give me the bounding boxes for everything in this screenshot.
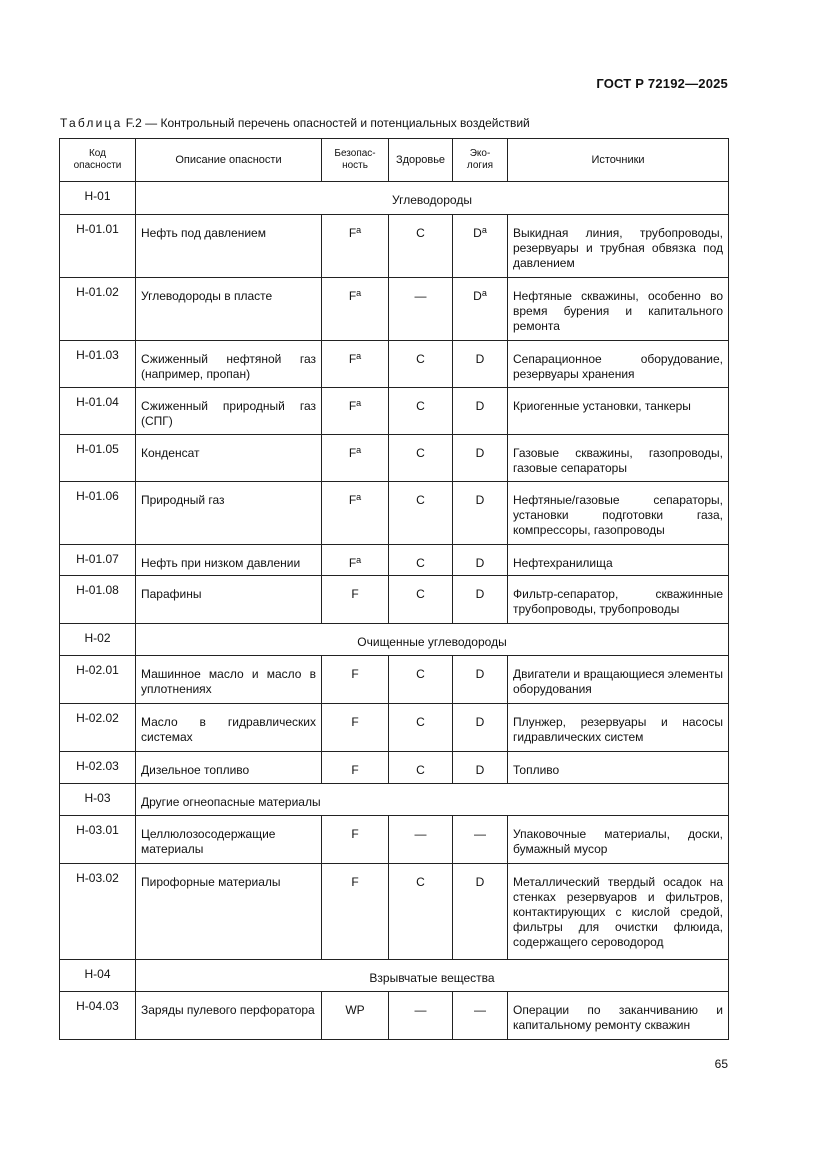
col-header-safety: Безопас- ность: [322, 139, 389, 182]
hazard-code: H-02.02: [60, 704, 136, 752]
safety-mark: [322, 752, 389, 784]
ecology-mark: [453, 752, 508, 784]
health-mark: C: [389, 482, 453, 545]
safety-value: F: [348, 493, 357, 507]
hazard-sources: Выкидная линия, трубопроводы, резервуары и трубная обвязка под давлением: [508, 215, 729, 278]
hazard-description: Углеводороды в пласте: [136, 278, 322, 341]
table-caption: [60, 116, 530, 130]
ecology-mark: [453, 482, 508, 545]
ecology-value: D: [475, 352, 485, 366]
ecology-mark: [453, 816, 508, 864]
table-row: [60, 435, 729, 482]
ecology-value: D: [475, 493, 485, 507]
ecology-mark: [453, 992, 508, 1040]
group-title: Взрывчатые вещества: [136, 960, 729, 992]
hazard-sources: Фильтр-сепаратор, скважинные трубопроводы, трубопроводы: [508, 576, 729, 624]
hazard-description: Целлюлозосодержащие материалы: [136, 816, 322, 864]
group-title: Углеводороды: [136, 182, 729, 215]
hazard-description: Заряды пулевого перфоратора: [136, 992, 322, 1040]
hazard-code: H-03: [60, 784, 136, 816]
hazard-code: H-01.01: [60, 215, 136, 278]
hazard-sources: Криогенные установки, танкеры: [508, 388, 729, 435]
ecology-footnote: a: [481, 225, 487, 235]
hazard-description: Природный газ: [136, 482, 322, 545]
hazard-sources: Нефтяные скважины, особенно во время бурения и капитального ремонта: [508, 278, 729, 341]
safety-footnote: a: [356, 492, 362, 502]
ecology-mark: [453, 864, 508, 960]
hazard-code: H-01.08: [60, 576, 136, 624]
ecology-value: D: [475, 399, 485, 413]
hazard-description: Масло в гидравлических системах: [136, 704, 322, 752]
group-title: Другие огнеопасные материалы: [136, 784, 729, 816]
safety-footnote: a: [356, 351, 362, 361]
ecology-mark: [453, 656, 508, 704]
group-row: [60, 960, 729, 992]
safety-value: F: [351, 667, 359, 681]
health-mark: C: [389, 435, 453, 482]
safety-value: F: [348, 556, 357, 570]
safety-mark: [322, 435, 389, 482]
col-header-code: Код опасности: [60, 139, 136, 182]
hazard-code: H-03.01: [60, 816, 136, 864]
table-row: [60, 215, 729, 278]
ecology-value: D: [475, 875, 485, 889]
caption-text: F.2 — Контрольный перечень опасностей и потенциальных воздействий: [122, 116, 530, 130]
hazard-sources: Операции по заканчиванию и капитальному ремонту скважин: [508, 992, 729, 1040]
safety-mark: [322, 278, 389, 341]
hazard-sources: Плунжер, резервуары и насосы гидравлических систем: [508, 704, 729, 752]
safety-value: F: [348, 226, 357, 240]
safety-mark: [322, 482, 389, 545]
ecology-value: D: [475, 587, 485, 601]
health-mark: C: [389, 388, 453, 435]
ecology-value: D: [475, 715, 485, 729]
safety-value: F: [348, 399, 357, 413]
health-mark: —: [389, 992, 453, 1040]
hazard-sources: Двигатели и вращающиеся элементы оборудования: [508, 656, 729, 704]
hazard-code: H-01.04: [60, 388, 136, 435]
table-row: [60, 992, 729, 1040]
hazard-sources: Нефтехранилища: [508, 545, 729, 576]
hazard-description: Сжиженный природный газ (СПГ): [136, 388, 322, 435]
safety-mark: [322, 656, 389, 704]
ecology-value: D: [475, 556, 485, 570]
safety-value: F: [351, 715, 359, 729]
hazard-code: H-04: [60, 960, 136, 992]
hazard-code: H-01.02: [60, 278, 136, 341]
table-row: [60, 545, 729, 576]
ecology-value: D: [473, 289, 482, 303]
safety-value: F: [348, 289, 357, 303]
table-row: [60, 341, 729, 388]
health-mark: C: [389, 341, 453, 388]
safety-mark: [322, 388, 389, 435]
health-mark: C: [389, 215, 453, 278]
ecology-value: D: [473, 226, 482, 240]
safety-mark: [322, 341, 389, 388]
page-number: 65: [714, 1057, 728, 1071]
hazard-description: Машинное масло и масло в уплотнениях: [136, 656, 322, 704]
safety-mark: [322, 545, 389, 576]
ecology-mark: [453, 388, 508, 435]
hazard-code: H-01.03: [60, 341, 136, 388]
safety-mark: [322, 576, 389, 624]
group-row: [60, 624, 729, 656]
table-row: [60, 704, 729, 752]
col-header-health: Здоровье: [389, 139, 453, 182]
health-mark: C: [389, 704, 453, 752]
table-header-row: [60, 139, 729, 182]
ecology-mark: [453, 704, 508, 752]
safety-value: F: [351, 587, 359, 601]
safety-footnote: a: [356, 555, 362, 565]
col-header-description: Описание опасности: [136, 139, 322, 182]
hazard-code: H-02.03: [60, 752, 136, 784]
table-row: [60, 864, 729, 960]
hazard-table: [59, 138, 729, 1040]
ecology-mark: [453, 278, 508, 341]
hazard-sources: Газовые скважины, газопроводы, газовые сепараторы: [508, 435, 729, 482]
group-row: [60, 784, 729, 816]
table-row: [60, 576, 729, 624]
ecology-mark: [453, 576, 508, 624]
col-header-sources: Источники: [508, 139, 729, 182]
safety-footnote: a: [356, 398, 362, 408]
group-title: Очищенные углеводороды: [136, 624, 729, 656]
ecology-mark: [453, 215, 508, 278]
ecology-value: —: [474, 1003, 486, 1017]
hazard-code: H-03.02: [60, 864, 136, 960]
hazard-code: H-04.03: [60, 992, 136, 1040]
ecology-value: D: [475, 763, 485, 777]
hazard-code: H-01.07: [60, 545, 136, 576]
table-row: [60, 752, 729, 784]
hazard-code: H-01.05: [60, 435, 136, 482]
hazard-description: Дизельное топливо: [136, 752, 322, 784]
ecology-mark: [453, 341, 508, 388]
document-code: ГОСТ Р 72192—2025: [596, 76, 728, 91]
safety-value: F: [351, 827, 359, 841]
safety-mark: [322, 864, 389, 960]
safety-footnote: a: [356, 288, 362, 298]
hazard-sources: Металлический твердый осадок на стенках резервуаров и фильтров, контактирующих с кислой средой, фильтры для очистки флюида, содержащего сероводород: [508, 864, 729, 960]
safety-mark: [322, 704, 389, 752]
table-row: [60, 656, 729, 704]
hazard-description: Парафины: [136, 576, 322, 624]
ecology-value: D: [475, 667, 485, 681]
ecology-value: D: [475, 446, 485, 460]
ecology-value: —: [474, 827, 486, 841]
safety-value: F: [351, 763, 359, 777]
hazard-code: H-02.01: [60, 656, 136, 704]
health-mark: C: [389, 752, 453, 784]
safety-mark: [322, 816, 389, 864]
hazard-description: Пирофорные материалы: [136, 864, 322, 960]
col-header-ecology: Эко- логия: [453, 139, 508, 182]
table-row: [60, 816, 729, 864]
hazard-description: Конденсат: [136, 435, 322, 482]
safety-value: F: [348, 352, 357, 366]
safety-mark: [322, 992, 389, 1040]
safety-mark: [322, 215, 389, 278]
ecology-mark: [453, 545, 508, 576]
hazard-description: Нефть под давлением: [136, 215, 322, 278]
hazard-code: H-01: [60, 182, 136, 215]
table-row: [60, 278, 729, 341]
safety-value: F: [351, 875, 359, 889]
hazard-description: Нефть при низком давлении: [136, 545, 322, 576]
hazard-sources: Нефтяные/газовые сепараторы, установки подготовки газа, компрессоры, газопроводы: [508, 482, 729, 545]
caption-prefix: Таблица: [60, 116, 123, 130]
ecology-footnote: a: [481, 288, 487, 298]
hazard-sources: Упаковочные материалы, доски, бумажный мусор: [508, 816, 729, 864]
safety-footnote: a: [356, 225, 362, 235]
hazard-code: H-01.06: [60, 482, 136, 545]
hazard-sources: Сепарационное оборудование, резервуары хранения: [508, 341, 729, 388]
safety-footnote: a: [356, 445, 362, 455]
health-mark: C: [389, 576, 453, 624]
table-row: [60, 388, 729, 435]
hazard-sources: Топливо: [508, 752, 729, 784]
health-mark: C: [389, 656, 453, 704]
safety-value: F: [348, 446, 357, 460]
health-mark: —: [389, 278, 453, 341]
health-mark: —: [389, 816, 453, 864]
health-mark: C: [389, 545, 453, 576]
group-row: [60, 182, 729, 215]
table-row: [60, 482, 729, 545]
hazard-code: H-02: [60, 624, 136, 656]
health-mark: C: [389, 864, 453, 960]
hazard-description: Сжиженный нефтяной газ (например, пропан): [136, 341, 322, 388]
ecology-mark: [453, 435, 508, 482]
safety-value: WP: [345, 1003, 365, 1017]
